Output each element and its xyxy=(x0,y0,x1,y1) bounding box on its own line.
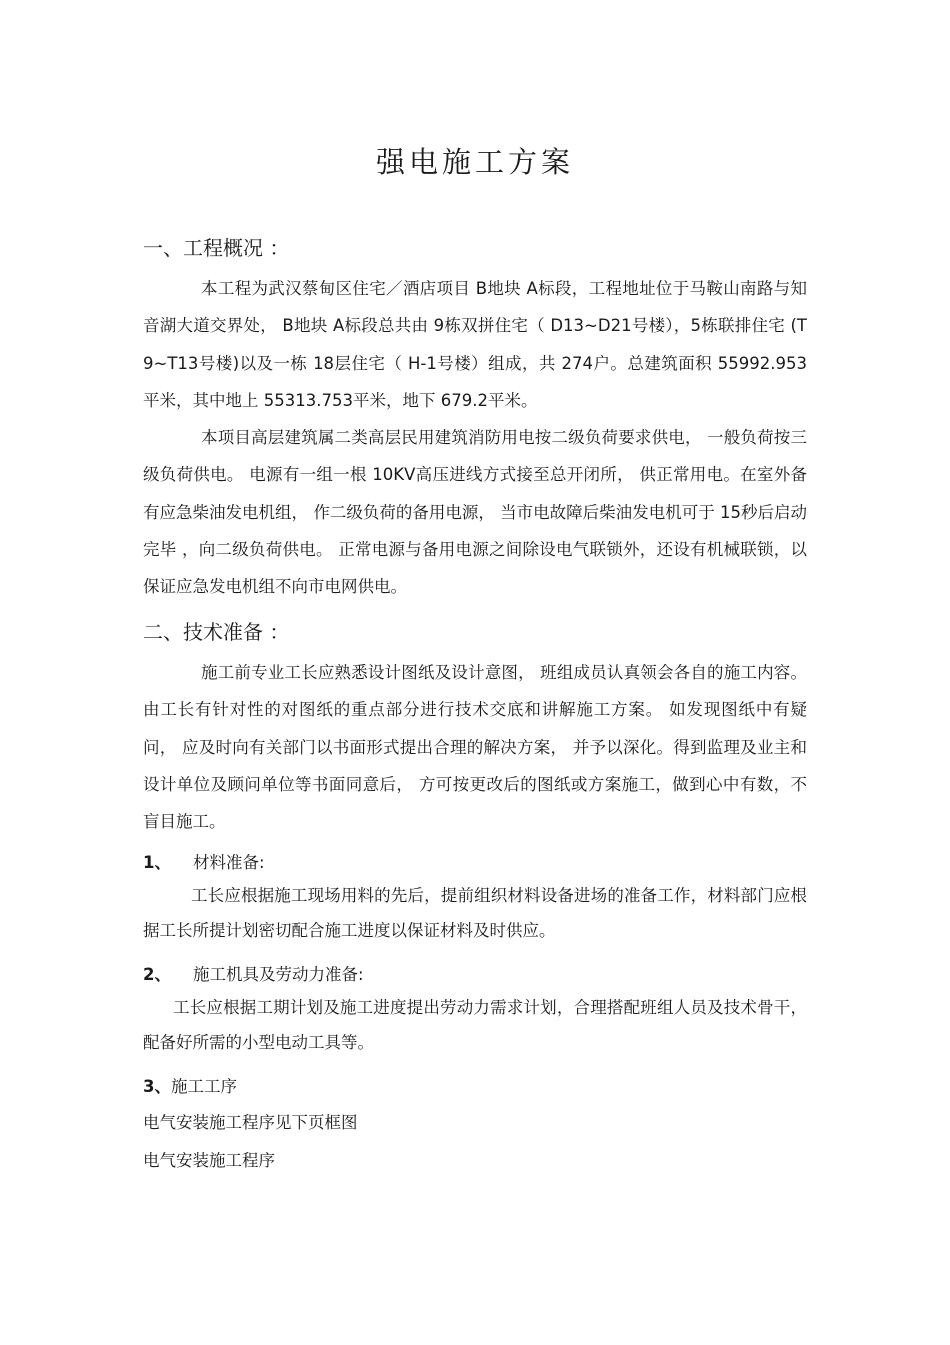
subheading-equipment-labor xyxy=(143,961,364,985)
subheading-label: 材料准备: xyxy=(192,853,265,872)
section-heading-overview: 一、工程概况 ： xyxy=(143,236,290,260)
subheading-label: 施工工序 xyxy=(170,1077,237,1096)
subheading-number: 2、 xyxy=(143,965,171,984)
paragraph-materials: 工长应根据施工现场用料的先后，提前组织材料设备进场的准备工作，材料部门应根据工长所提计划密切配合施工进度以保证材料及时供应。 xyxy=(143,886,807,940)
document-title: 强电施工方案 xyxy=(375,145,574,179)
process-caption-line: 电气安装施工程序 xyxy=(143,1151,275,1170)
subheading-process xyxy=(143,1073,237,1097)
paragraph-equipment-labor: 工长应根据工期计划及施工进度提出劳动力需求计划，合理搭配班组人员及技术骨干，配备好所需的小型电动工具等。 xyxy=(143,998,807,1052)
section-heading-tech-prep: 二、技术准备 ： xyxy=(143,620,290,644)
subheading-label: 施工机具及劳动力准备: xyxy=(192,965,364,984)
paragraph-overview-1: 本工程为武汉蔡甸区住宅／酒店项目 B地块 A标段，工程地址位于马鞍山南路与知音湖大道交界处， B地块 A标段总共由 9栋双拼住宅（ D13~D21号楼），5栋联排住宅 (T9~T13号楼)以及一栋 18层住宅（ H-1号楼）组成，共 274户。总建筑面积 55992.953平米，其中地上 55313.753平米，地下 679.2平米。 xyxy=(143,279,807,410)
subheading-number: 1、 xyxy=(143,853,171,872)
subheading-materials xyxy=(143,849,265,873)
process-reference-line: 电气安装施工程序见下页框图 xyxy=(143,1113,358,1132)
paragraph-overview-2: 本项目高层建筑属二类高层民用建筑消防用电按二级负荷要求供电， 一般负荷按三级负荷供电。 电源有一组一根 10KV高压进线方式接至总开闭所， 供正常用电。在室外备有应急柴油发电机组， 作二级负荷的备用电源， 当市电故障后柴油发电机可于 15秒后启动完毕 ，向二级负荷供电。 正常电源与备用电源之间除设电气联锁外，还设有机械联锁，以保证应急发电机组不向市电网供电。 xyxy=(143,428,807,597)
paragraph-tech-prep: 施工前专业工长应熟悉设计图纸及设计意图， 班组成员认真领会各自的施工内容。由工长有针对性的对图纸的重点部分进行技术交底和讲解施工方案。 如发现图纸中有疑问， 应及时向有关部门以书面形式提出合理的解决方案， 并予以深化。得到监理及业主和设计单位及顾问单位等书面同意后， 方可按更改后的图纸或方案施工，做到心中有数，不盲目施工。 xyxy=(143,663,807,832)
subheading-number: 3、 xyxy=(143,1077,171,1096)
